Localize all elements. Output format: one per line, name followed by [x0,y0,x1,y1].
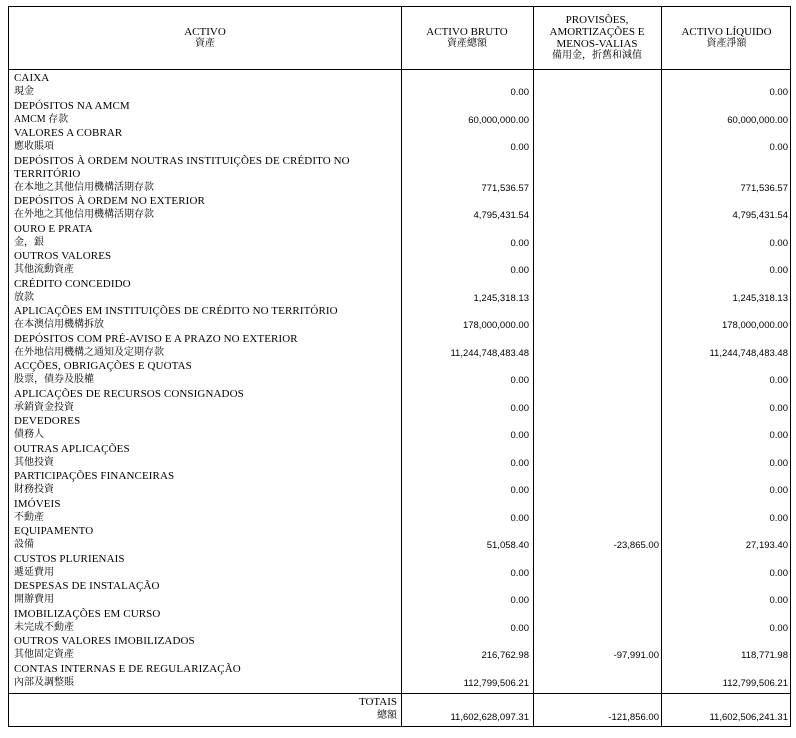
row-activo-liquido: 1,245,318.13 [732,292,788,304]
row-activo-liquido: 0.00 [769,485,788,496]
row-label [14,388,244,414]
row-label-pt: CONTAS INTERNAS E DE REGULARIZAÇÃO [14,662,241,675]
row-activo-bruto: 0.00 [510,622,529,634]
row-label-pt: OUTROS VALORES [14,250,112,262]
row-label-zh: 其他固定資產 [14,649,74,660]
row-activo-bruto: 0.00 [510,265,529,276]
row-label-pt: DESPESAS DE INSTALAÇÃO [14,580,160,592]
row-label [14,155,350,194]
row-activo-bruto: 0.00 [510,567,529,579]
row-label-zh: 開辦費用 [14,594,54,605]
row-activo-bruto: 0.00 [510,402,529,414]
row-activo-bruto: 1,245,318.13 [473,292,529,304]
row-label [14,580,160,606]
row-label-pt: DEPÓSITOS NA AMCM [14,99,130,112]
row-label-zh: AMCM 存款 [14,113,69,125]
row-label-zh: 不動產 [14,511,44,523]
row-activo-liquido: 4,795,431.54 [732,210,788,221]
row-label-zh: 在外地之其他信用機構活期存款 [14,209,154,220]
row-activo-liquido: 0.00 [769,567,788,579]
row-activo-liquido: 0.00 [769,265,788,276]
header-divider [9,69,790,70]
row-activo-liquido: 0.00 [769,622,788,634]
row-label [14,498,61,524]
row-label-zh: 遞延費用 [14,566,54,578]
row-label-zh: 債務人 [14,429,44,440]
row-activo-bruto: 0.00 [510,485,529,496]
row-activo-liquido: 0.00 [769,457,788,469]
row-label-pt: EQUIPAMENTO [14,525,94,537]
totals-bruto: 11,602,628,097.31 [450,712,529,723]
row-activo-bruto: 178,000,000.00 [462,320,529,331]
row-label [14,525,93,551]
row-activo-bruto: 0.00 [510,457,529,469]
row-label [14,223,93,249]
row-label [14,195,205,221]
row-label [14,635,195,661]
row-label-pt: CRÉDITO CONCEDIDO [14,277,131,290]
column-divider [533,7,534,726]
row-activo-bruto: 4,795,431.54 [473,210,529,221]
row-label-zh: 現金 [14,86,34,97]
row-label-zh: 在外地信用機構之通知及定期存款 [14,346,164,358]
row-activo-bruto: 771,536.57 [481,182,529,194]
row-label-pt: VALORES A COBRAR [14,127,123,139]
row-activo-bruto: 51,058.40 [486,540,529,551]
row-provisoes: -23,865.00 [613,540,659,551]
header-activo: ACTIVO 資產 [184,26,226,49]
row-activo-bruto: 0.00 [510,375,529,386]
row-label [14,100,130,126]
row-label-zh: 內部及調整賬 [14,676,74,688]
row-activo-liquido: 112,799,506.21 [722,677,788,689]
row-label [14,415,80,441]
row-label-pt: PARTICIPAÇÕES FINANCEIRAS [14,470,175,482]
row-activo-liquido: 27,193.40 [745,540,788,551]
totals-divider [9,693,790,694]
row-label-pt: ACÇÕES, OBRIGAÇÕES E QUOTAS [14,360,192,372]
row-label-pt-continued: TERRITÓRIO [14,167,81,180]
row-label-zh: 金，銀 [14,236,44,248]
row-label [14,72,49,98]
row-label-zh: 應收賬項 [14,141,54,152]
row-label [14,333,298,359]
row-activo-bruto: 0.00 [510,512,529,524]
row-activo-liquido: 0.00 [769,237,788,249]
row-label [14,663,241,689]
row-label [14,470,174,496]
header-activo-liquido: ACTIVO LÍQUIDO 資產淨額 [681,26,772,49]
row-activo-bruto: 216,762.98 [481,650,529,661]
row-label-pt: DEPÓSITOS À ORDEM NO EXTERIOR [14,195,205,207]
column-divider [661,7,662,726]
row-activo-bruto: 11,244,748,483.48 [450,347,529,359]
row-activo-bruto: 112,799,506.21 [463,677,529,689]
row-label-pt: OURO E PRATA [14,222,93,235]
row-activo-bruto: 60,000,000.00 [468,114,529,126]
row-activo-bruto: 0.00 [510,87,529,98]
row-label [14,553,125,579]
row-label-pt: IMÓVEIS [14,497,61,510]
row-activo-bruto: 0.00 [510,142,529,153]
row-label [14,278,131,304]
row-label-pt: DEPÓSITOS À ORDEM NOUTRAS INSTITUIÇÕES DE CRÉDITO NO [14,154,350,167]
row-provisoes: -97,991.00 [613,650,659,661]
header-provisoes: PROVISÕES, AMORTIZAÇÕES E MENOS-VALIAS 備用金，折舊和減值 [549,14,645,61]
row-activo-liquido: 11,244,748,483.48 [709,347,788,359]
row-activo-bruto: 0.00 [510,237,529,249]
row-label-zh: 其他流動資產 [14,264,74,275]
row-label [14,250,111,276]
row-label-pt: CAIXA [14,72,50,84]
row-label-pt: APLICAÇÕES EM INSTITUIÇÕES DE CRÉDITO NO TERRITÓRIO [14,305,338,317]
row-activo-liquido: 0.00 [769,87,788,98]
row-label-pt: OUTROS VALORES IMOBILIZADOS [14,635,195,647]
row-label-pt: OUTRAS APLICAÇÕES [14,442,130,455]
row-label-zh: 未完成不動產 [14,621,74,633]
row-label-zh: 在本地之其他信用機構活期存款 [14,181,154,193]
row-label-zh: 其他投資 [14,456,54,468]
row-activo-liquido: 0.00 [769,375,788,386]
row-activo-liquido: 0.00 [769,595,788,606]
row-label-zh: 財務投資 [14,484,54,495]
row-activo-bruto: 0.00 [510,595,529,606]
row-activo-liquido: 60,000,000.00 [727,114,788,126]
row-label-pt: DEVEDORES [14,415,81,427]
row-activo-liquido: 771,536.57 [740,182,788,194]
row-activo-bruto: 0.00 [510,430,529,441]
balance-sheet-table [8,6,791,727]
row-activo-liquido: 0.00 [769,512,788,524]
row-label-zh: 承銷資金投資 [14,401,74,413]
row-label [14,127,122,153]
row-label [14,443,130,469]
row-label-pt: DEPÓSITOS COM PRÉ-AVISO E A PRAZO NO EXTERIOR [14,332,298,345]
row-label [14,360,192,386]
row-label-zh: 股票，債券及股權 [14,374,94,385]
row-activo-liquido: 178,000,000.00 [721,320,788,331]
row-label [14,608,160,634]
row-label-zh: 設備 [14,539,34,550]
row-label [14,305,338,331]
row-label-pt: CUSTOS PLURIENAIS [14,552,125,565]
row-label-zh: 放款 [14,291,34,303]
row-label-pt: APLICAÇÕES DE RECURSOS CONSIGNADOS [14,387,244,400]
header-activo-bruto: ACTIVO BRUTO 資產總額 [426,26,508,49]
row-activo-liquido: 0.00 [769,430,788,441]
totals-label: TOTAIS 總額 [358,696,397,721]
column-divider [401,7,402,726]
totals-liquido: 11,602,506,241.31 [709,712,788,723]
row-activo-liquido: 0.00 [769,402,788,414]
totals-provisoes: -121,856.00 [608,712,659,723]
row-label-zh: 在本澳信用機構拆放 [14,319,104,330]
row-label-pt: IMOBILIZAÇÕES EM CURSO [14,607,161,620]
row-activo-liquido: 118,771.98 [741,650,788,661]
row-activo-liquido: 0.00 [769,142,788,153]
